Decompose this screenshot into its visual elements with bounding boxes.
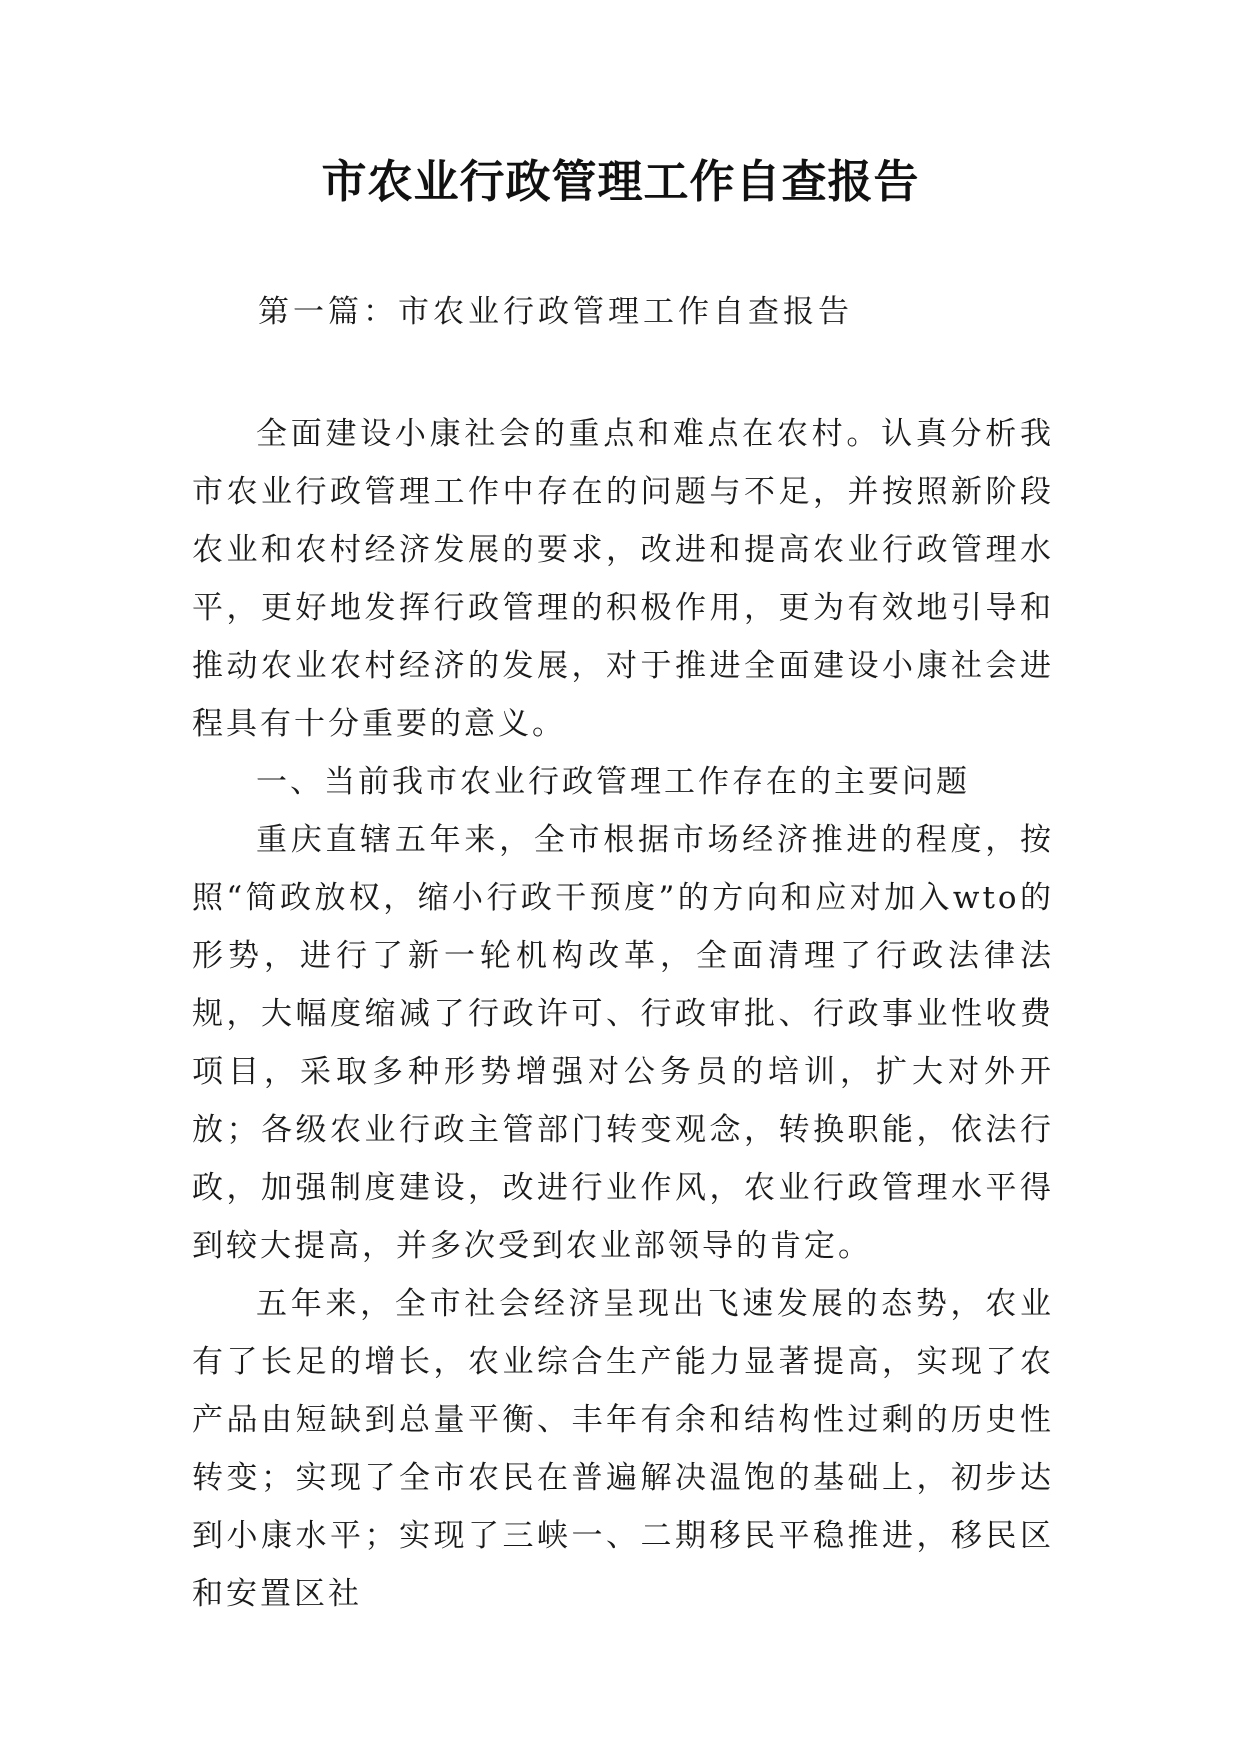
paragraph-reform: 重庆直辖五年来，全市根据市场经济推进的程度，按照“简政放权，缩小行政干预度”的方向和应对加入wto的形势，进行了新一轮机构改革，全面清理了行政法律法规，大幅度缩减了行政许可、行政审批、行政事业性收费项目，采取多种形势增强对公务员的培训，扩大对外开放；各级农业行政主管部门转变观念，转换职能，依法行政，加强制度建设，改进行业作风，农业行政管理水平得到较大提高，并多次受到农业部领导的肯定。 [192,822,1054,1264]
section-heading-problems: 一、当前我市农业行政管理工作存在的主要问题 [256,764,970,800]
document-body [192,405,1054,1623]
paragraph-intro: 全面建设小康社会的重点和难点在农村。认真分析我市农业行政管理工作中存在的问题与不足，并按照新阶段农业和农村经济发展的要求，改进和提高农业行政管理水平，更好地发挥行政管理的积极作用，更为有效地引导和推动农业农村经济的发展，对于推进全面建设小康社会进程具有十分重要的意义。 [192,416,1054,742]
document-title: 市农业行政管理工作自查报告 [321,155,920,208]
document-subtitle: 第一篇：市农业行政管理工作自查报告 [258,294,853,330]
paragraph-development: 五年来，全市社会经济呈现出飞速发展的态势，农业有了长足的增长，农业综合生产能力显著提高，实现了农产品由短缺到总量平衡、丰年有余和结构性过剩的历史性转变；实现了全市农民在普遍解决温饱的基础上，初步达到小康水平；实现了三峡一、二期移民平稳推进，移民区和安置区社 [192,1286,1054,1612]
